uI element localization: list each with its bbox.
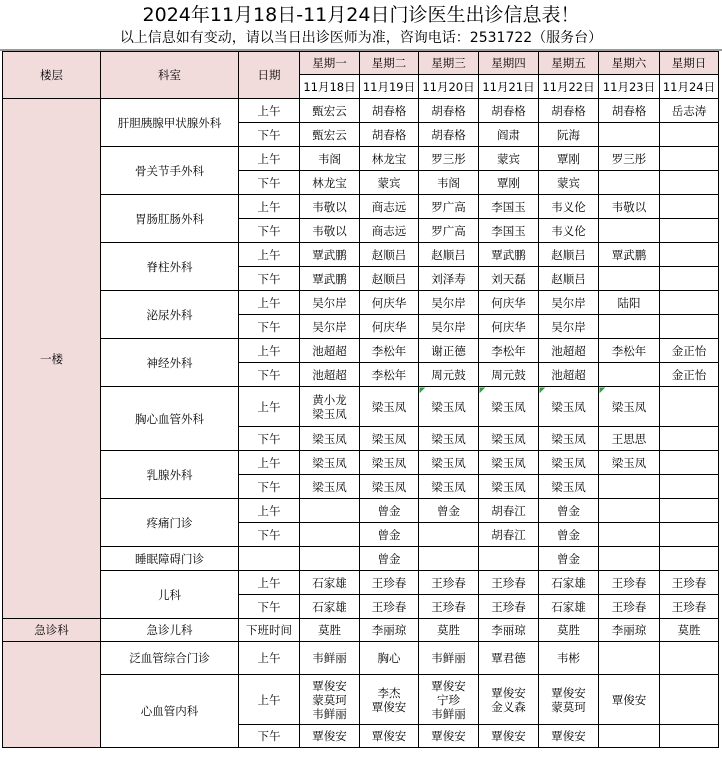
doctor-cell: 蒙宾 (479, 147, 539, 171)
doctor-cell: 梁玉凤 (479, 387, 539, 427)
doctor-cell: 覃武鹏 (300, 243, 360, 267)
doctor-cell (599, 475, 660, 499)
doctor-cell: 蒙宾 (539, 171, 599, 195)
weekday-header: 星期三 (419, 52, 479, 75)
table-row (3, 99, 719, 123)
doctor-cell: 韦鲜丽 (419, 642, 479, 675)
date-header: 日期 (239, 52, 300, 99)
date-cell: 11月23日 (599, 75, 660, 99)
doctor-cell: 梁玉凤 (539, 427, 599, 451)
doctor-cell: 梁玉凤 (539, 475, 599, 499)
doctor-cell: 吴尔岸 (539, 291, 599, 315)
weekday-header: 星期日 (660, 52, 719, 75)
date-cell: 11月19日 (360, 75, 419, 99)
date-cell: 11月18日 (300, 75, 360, 99)
doctor-cell: 胡春格 (360, 99, 419, 123)
doctor-cell (660, 642, 719, 675)
doctor-cell: 吴尔岸 (419, 315, 479, 339)
time-slot: 上午 (239, 387, 300, 427)
table-row (3, 195, 719, 219)
doctor-cell: 李丽琼 (479, 619, 539, 642)
doctor-cell: 刘天磊 (479, 267, 539, 291)
doctor-cell: 胡春格 (419, 123, 479, 147)
doctor-cell: 李丽琼 (360, 619, 419, 642)
doctor-cell (599, 171, 660, 195)
table-row (3, 339, 719, 363)
doctor-cell: 梁玉凤 (599, 387, 660, 427)
table-row (3, 642, 719, 675)
doctor-cell (660, 523, 719, 547)
doctor-cell: 曾金 (360, 499, 419, 523)
dept-name: 肝胆胰腺甲状腺外科 (101, 99, 239, 147)
doctor-cell: 梁玉凤 (479, 427, 539, 451)
dept-name: 睡眠障碍门诊 (101, 547, 239, 571)
doctor-cell (300, 547, 360, 571)
doctor-cell (599, 642, 660, 675)
doctor-cell: 周元鼓 (479, 363, 539, 387)
doctor-cell: 王珍春 (479, 595, 539, 619)
doctor-cell: 韦敬以 (300, 195, 360, 219)
doctor-cell (300, 523, 360, 547)
floor-header: 楼层 (3, 52, 101, 99)
doctor-cell (660, 725, 719, 748)
doctor-cell: 韦义伦 (539, 219, 599, 243)
doctor-cell: 赵顺吕 (539, 267, 599, 291)
time-slot: 上午 (239, 499, 300, 523)
time-slot: 上午 (239, 243, 300, 267)
doctor-cell: 甄宏云 (300, 99, 360, 123)
table-row (3, 451, 719, 475)
doctor-cell: 吴尔岸 (539, 315, 599, 339)
doctor-cell: 王珍春 (360, 595, 419, 619)
doctor-cell: 梁玉凤 (419, 427, 479, 451)
doctor-cell: 韦阁 (419, 171, 479, 195)
doctor-cell: 赵顺吕 (360, 243, 419, 267)
time-slot: 下午 (239, 171, 300, 195)
doctor-cell: 覃武鹏 (300, 267, 360, 291)
table-row (3, 243, 719, 267)
doctor-cell (660, 291, 719, 315)
doctor-cell (599, 547, 660, 571)
doctor-cell: 王珍春 (419, 571, 479, 595)
doctor-cell: 韦敬以 (300, 219, 360, 243)
dept-name: 疼痛门诊 (101, 499, 239, 547)
time-slot: 上午 (239, 571, 300, 595)
doctor-cell: 韦阁 (300, 147, 360, 171)
doctor-cell: 覃俊安 金义森 (479, 675, 539, 725)
time-slot: 下午 (239, 725, 300, 748)
doctor-cell: 覃俊安 蒙莫珂 (539, 675, 599, 725)
doctor-cell: 石家雄 (300, 595, 360, 619)
date-cell: 11月22日 (539, 75, 599, 99)
table-row (3, 675, 719, 725)
doctor-cell: 梁玉凤 (300, 451, 360, 475)
weekday-header: 星期五 (539, 52, 599, 75)
doctor-cell: 莫胜 (539, 619, 599, 642)
doctor-cell: 吴尔岸 (300, 291, 360, 315)
time-slot: 下午 (239, 315, 300, 339)
doctor-cell: 李丽琼 (599, 619, 660, 642)
doctor-cell: 曾金 (539, 499, 599, 523)
doctor-cell: 罗广高 (419, 195, 479, 219)
doctor-cell: 曾金 (539, 523, 599, 547)
dept-name: 乳腺外科 (101, 451, 239, 499)
time-slot: 上午 (239, 291, 300, 315)
doctor-cell (660, 171, 719, 195)
doctor-cell: 池超超 (539, 339, 599, 363)
floor-cell-1f: 一楼 (3, 99, 101, 619)
weekday-header: 星期二 (360, 52, 419, 75)
doctor-cell: 覃武鹏 (479, 243, 539, 267)
doctor-cell (660, 475, 719, 499)
time-slot: 下午 (239, 363, 300, 387)
doctor-cell: 胡春格 (360, 123, 419, 147)
table-row (3, 291, 719, 315)
doctor-cell: 曾金 (360, 547, 419, 571)
table-row (3, 499, 719, 523)
doctor-cell: 陆阳 (599, 291, 660, 315)
table-row (3, 619, 719, 642)
date-cell: 11月24日 (660, 75, 719, 99)
doctor-cell: 刘泽寿 (419, 267, 479, 291)
doctor-cell: 韦彬 (539, 642, 599, 675)
doctor-cell: 石家雄 (539, 571, 599, 595)
doctor-cell: 李松年 (479, 339, 539, 363)
doctor-cell: 王珍春 (599, 571, 660, 595)
doctor-cell: 梁玉凤 (300, 427, 360, 451)
doctor-cell: 赵顺吕 (360, 267, 419, 291)
date-cell: 11月20日 (419, 75, 479, 99)
doctor-cell: 覃刚 (539, 147, 599, 171)
doctor-cell: 池超超 (300, 363, 360, 387)
doctor-cell (419, 547, 479, 571)
doctor-cell (660, 547, 719, 571)
table-row (3, 147, 719, 171)
doctor-cell: 王珍春 (419, 595, 479, 619)
doctor-cell (660, 147, 719, 171)
doctor-cell: 梁玉凤 (479, 451, 539, 475)
doctor-cell: 覃武鹏 (599, 243, 660, 267)
time-slot: 下午 (239, 219, 300, 243)
doctor-cell: 赵顺吕 (419, 243, 479, 267)
doctor-cell (660, 315, 719, 339)
doctor-cell: 谢正德 (419, 339, 479, 363)
time-slot: 下班时间 (239, 619, 300, 642)
doctor-cell (660, 243, 719, 267)
doctor-cell (660, 267, 719, 291)
doctor-cell: 李松年 (360, 363, 419, 387)
time-slot: 上午 (239, 451, 300, 475)
doctor-cell: 阎肃 (479, 123, 539, 147)
doctor-cell: 胡春格 (599, 99, 660, 123)
doctor-cell: 李国玉 (479, 195, 539, 219)
doctor-cell: 曾金 (360, 523, 419, 547)
doctor-cell: 曾金 (539, 547, 599, 571)
doctor-cell: 甄宏云 (300, 123, 360, 147)
schedule-table (2, 51, 719, 748)
doctor-cell: 梁玉凤 (419, 451, 479, 475)
doctor-cell: 岳志涛 (660, 99, 719, 123)
doctor-cell (660, 219, 719, 243)
doctor-cell: 覃刚 (479, 171, 539, 195)
doctor-cell (300, 499, 360, 523)
dept-name: 心血管内科 (101, 675, 239, 748)
doctor-cell (599, 123, 660, 147)
doctor-cell: 胡春格 (539, 99, 599, 123)
doctor-cell: 吴尔岸 (300, 315, 360, 339)
doctor-cell: 梁玉凤 (360, 387, 419, 427)
doctor-cell: 商志远 (360, 219, 419, 243)
doctor-cell: 李松年 (360, 339, 419, 363)
doctor-cell: 王珍春 (599, 595, 660, 619)
doctor-cell: 王珍春 (660, 571, 719, 595)
doctor-cell: 覃俊安 (300, 725, 360, 748)
doctor-cell: 胡春格 (479, 99, 539, 123)
time-slot: 上午 (239, 147, 300, 171)
doctor-cell: 梁玉凤 (539, 451, 599, 475)
doctor-cell (660, 387, 719, 427)
time-slot: 下午 (239, 267, 300, 291)
doctor-cell: 金正怡 (660, 363, 719, 387)
doctor-cell: 赵顺吕 (539, 243, 599, 267)
doctor-cell: 梁玉凤 (599, 451, 660, 475)
time-slot: 下午 (239, 523, 300, 547)
time-slot: 上午 (239, 339, 300, 363)
dept-name: 泌尿外科 (101, 291, 239, 339)
doctor-cell: 何庆华 (360, 291, 419, 315)
doctor-cell (599, 363, 660, 387)
doctor-cell: 覃俊安 (419, 725, 479, 748)
dept-name: 胃肠肛肠外科 (101, 195, 239, 243)
doctor-cell: 覃俊安 (539, 725, 599, 748)
doctor-cell: 韦敬以 (599, 195, 660, 219)
doctor-cell: 吴尔岸 (419, 291, 479, 315)
dept-header: 科室 (101, 52, 239, 99)
doctor-cell: 何庆华 (479, 291, 539, 315)
doctor-cell: 覃俊安 宁珍 韦鲜丽 (419, 675, 479, 725)
doctor-cell: 梁玉凤 (360, 451, 419, 475)
doctor-cell (599, 523, 660, 547)
weekday-header: 星期四 (479, 52, 539, 75)
time-slot: 上午 (239, 642, 300, 675)
doctor-cell: 胡春格 (419, 99, 479, 123)
dept-name: 泛血管综合门诊 (101, 642, 239, 675)
time-slot: 下午 (239, 427, 300, 451)
time-slot: 下午 (239, 123, 300, 147)
doctor-cell: 李松年 (599, 339, 660, 363)
doctor-cell (479, 547, 539, 571)
doctor-cell: 莫胜 (300, 619, 360, 642)
doctor-cell (660, 123, 719, 147)
doctor-cell (660, 675, 719, 725)
doctor-cell: 李杰 覃俊安 (360, 675, 419, 725)
doctor-cell: 王珍春 (360, 571, 419, 595)
doctor-cell: 阮海 (539, 123, 599, 147)
doctor-cell: 胡春江 (479, 523, 539, 547)
doctor-cell (599, 267, 660, 291)
doctor-cell: 石家雄 (300, 571, 360, 595)
doctor-cell: 梁玉凤 (479, 475, 539, 499)
table-row (3, 571, 719, 595)
weekday-header: 星期六 (599, 52, 660, 75)
doctor-cell (660, 451, 719, 475)
doctor-cell: 何庆华 (479, 315, 539, 339)
dept-name: 急诊儿科 (101, 619, 239, 642)
table-row (3, 387, 719, 427)
doctor-cell: 胡春江 (479, 499, 539, 523)
doctor-cell: 胸心 (360, 642, 419, 675)
doctor-cell (599, 219, 660, 243)
time-slot (239, 547, 300, 571)
doctor-cell (419, 523, 479, 547)
dept-name: 儿科 (101, 571, 239, 619)
dept-name: 脊柱外科 (101, 243, 239, 291)
page-subtitle: 以上信息如有变动，请以当日出诊医师为准，咨询电话：2531722（服务台） (119, 30, 603, 46)
time-slot: 下午 (239, 595, 300, 619)
dept-name: 骨关节手外科 (101, 147, 239, 195)
doctor-cell: 梁玉凤 (360, 475, 419, 499)
doctor-cell: 梁玉凤 (419, 387, 479, 427)
doctor-cell (660, 195, 719, 219)
floor-cell-next (3, 642, 101, 748)
doctor-cell: 覃俊安 蒙莫珂 韦鲜丽 (300, 675, 360, 725)
doctor-cell: 王珍春 (660, 595, 719, 619)
doctor-cell: 周元鼓 (419, 363, 479, 387)
doctor-cell: 李国玉 (479, 219, 539, 243)
doctor-cell: 莫胜 (660, 619, 719, 642)
doctor-cell: 曾金 (419, 499, 479, 523)
doctor-cell (599, 725, 660, 748)
doctor-cell: 梁玉凤 (539, 387, 599, 427)
doctor-cell: 林龙宝 (360, 147, 419, 171)
dept-name: 胸心血管外科 (101, 387, 239, 451)
doctor-cell: 莫胜 (419, 619, 479, 642)
doctor-cell: 梁玉凤 (300, 475, 360, 499)
doctor-cell: 覃俊安 (599, 675, 660, 725)
date-cell: 11月21日 (479, 75, 539, 99)
doctor-cell: 商志远 (360, 195, 419, 219)
time-slot: 下午 (239, 475, 300, 499)
doctor-cell: 金正怡 (660, 339, 719, 363)
doctor-cell: 池超超 (539, 363, 599, 387)
doctor-cell: 梁玉凤 (419, 475, 479, 499)
doctor-cell (660, 427, 719, 451)
doctor-cell: 池超超 (300, 339, 360, 363)
doctor-cell: 覃君德 (479, 642, 539, 675)
doctor-cell (599, 315, 660, 339)
doctor-cell: 韦鲜丽 (300, 642, 360, 675)
doctor-cell: 覃俊安 (360, 725, 419, 748)
floor-cell-emergency: 急诊科 (3, 619, 101, 642)
page-title: 2024年11月18日-11月24日门诊医生出诊信息表！ (142, 4, 580, 26)
doctor-cell (660, 499, 719, 523)
doctor-cell: 石家雄 (539, 595, 599, 619)
doctor-cell: 罗广高 (419, 219, 479, 243)
doctor-cell: 罗三彤 (419, 147, 479, 171)
doctor-cell: 黄小龙 梁玉凤 (300, 387, 360, 427)
doctor-cell: 罗三彤 (599, 147, 660, 171)
table-row (3, 547, 719, 571)
time-slot: 上午 (239, 195, 300, 219)
doctor-cell: 林龙宝 (300, 171, 360, 195)
doctor-cell: 韦义伦 (539, 195, 599, 219)
time-slot: 上午 (239, 99, 300, 123)
doctor-cell (599, 499, 660, 523)
weekday-header: 星期一 (300, 52, 360, 75)
time-slot: 上午 (239, 675, 300, 725)
doctor-cell: 何庆华 (360, 315, 419, 339)
doctor-cell: 梁玉凤 (360, 427, 419, 451)
doctor-cell: 王珍春 (479, 571, 539, 595)
doctor-cell: 覃俊安 (479, 725, 539, 748)
dept-name: 神经外科 (101, 339, 239, 387)
doctor-cell: 王思思 (599, 427, 660, 451)
doctor-cell: 蒙宾 (360, 171, 419, 195)
